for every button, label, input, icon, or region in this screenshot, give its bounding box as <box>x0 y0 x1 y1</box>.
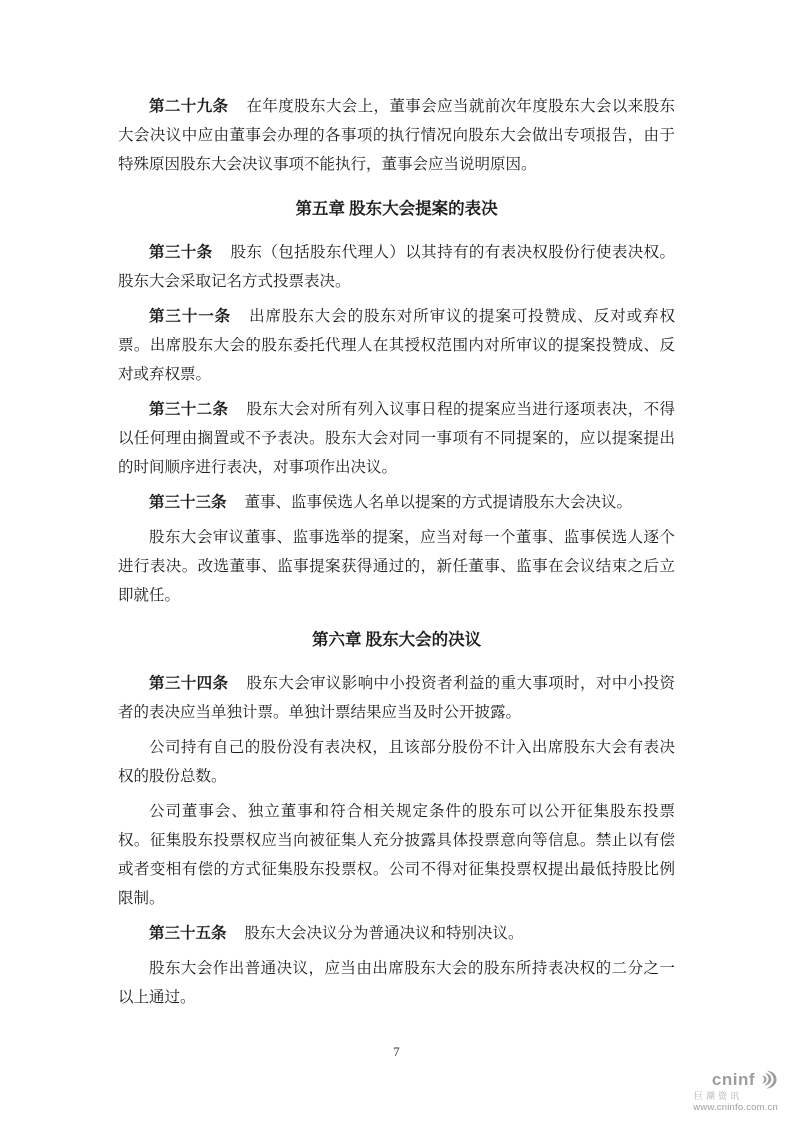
paragraph-text: 公司持有自己的股份没有表决权，且该部分股份不计入出席股东大会有表决权的股份总数。 <box>118 739 675 785</box>
article-number: 第三十二条 <box>149 401 229 418</box>
article-paragraph-32 <box>118 395 675 482</box>
paragraph-text: 股东大会作出普通决议，应当由出席股东大会的股东所持表决权的二分之一以上通过。 <box>118 960 675 1006</box>
chapter-heading-6: 第六章 股东大会的决议 <box>311 630 482 649</box>
article-number: 第三十条 <box>149 244 213 261</box>
article-text: 股东大会对所有列入议事日程的提案应当进行逐项表决，不得以任何理由搁置或不予表决。股东大会对同一事项有不同提案的，应以提案提出的时间顺序进行表决，对事项作出决议。 <box>118 401 675 476</box>
article-paragraph-29 <box>118 92 675 179</box>
article-text: 股东大会审议影响中小投资者利益的重大事项时，对中小投资者的表决应当单独计票。单独计票结果应当及时公开披露。 <box>118 675 675 721</box>
article-number: 第二十九条 <box>149 98 229 115</box>
article-text: 出席股东大会的股东对所审议的提案可投赞成、反对或弃权票。出席股东大会的股东委托代理人在其授权范围内对所审议的提案投赞成、反对或弃权票。 <box>118 308 675 383</box>
article-text: 董事、监事侯选人名单以提案的方式提请股东大会决议。 <box>244 494 633 511</box>
article-paragraph-33 <box>118 488 675 517</box>
article-paragraph-31 <box>118 302 675 389</box>
paragraph-text: 股东大会审议董事、监事选举的提案，应当对每一个董事、监事侯选人逐个进行表决。改选董事、监事提案获得通过的，新任董事、监事在会议结束之后立即就任。 <box>118 529 675 604</box>
article-paragraph-34 <box>118 669 675 727</box>
article-paragraph-35 <box>118 919 675 948</box>
article-number: 第三十三条 <box>149 494 227 511</box>
article-number: 第三十五条 <box>149 925 227 942</box>
article-text: 在年度股东大会上，董事会应当就前次年度股东大会以来股东大会决议中应由董事会办理的各事项的执行情况向股东大会做出专项报告，由于特殊原因股东大会决议事项不能执行，董事会应当说明原因。 <box>118 98 675 173</box>
cninfo-url: www.cninfo.com.cn <box>693 1101 778 1113</box>
chapter-heading-5: 第五章 股东大会提案的表决 <box>295 199 498 218</box>
cninfo-chinese-name: 巨潮资讯 <box>693 1090 742 1101</box>
body-paragraph <box>118 523 675 610</box>
document-body <box>118 92 675 1018</box>
article-paragraph-30 <box>118 238 675 296</box>
cninfo-swirl-icon <box>756 1070 778 1090</box>
cninfo-brand-text: cninf <box>711 1070 755 1089</box>
body-paragraph <box>118 954 675 1012</box>
body-paragraph <box>118 797 675 913</box>
article-number: 第三十四条 <box>149 675 229 692</box>
cninfo-brand-row <box>682 1070 778 1090</box>
cninfo-watermark <box>682 1070 778 1113</box>
article-text: 股东（包括股东代理人）以其持有的有表决权股份行使表决权。股东大会采取记名方式投票表决。 <box>118 244 675 290</box>
body-paragraph <box>118 733 675 791</box>
article-text: 股东大会决议分为普通决议和特别决议。 <box>244 925 524 942</box>
page-number: 7 <box>393 1045 400 1059</box>
article-number: 第三十一条 <box>149 308 232 325</box>
paragraph-text: 公司董事会、独立董事和符合相关规定条件的股东可以公开征集股东投票权。征集股东投票权应当向被征集人充分披露具体投票意向等信息。禁止以有偿或者变相有偿的方式征集股东投票权。公司不得对征集投票权提出最低持股比例限制。 <box>118 803 675 907</box>
